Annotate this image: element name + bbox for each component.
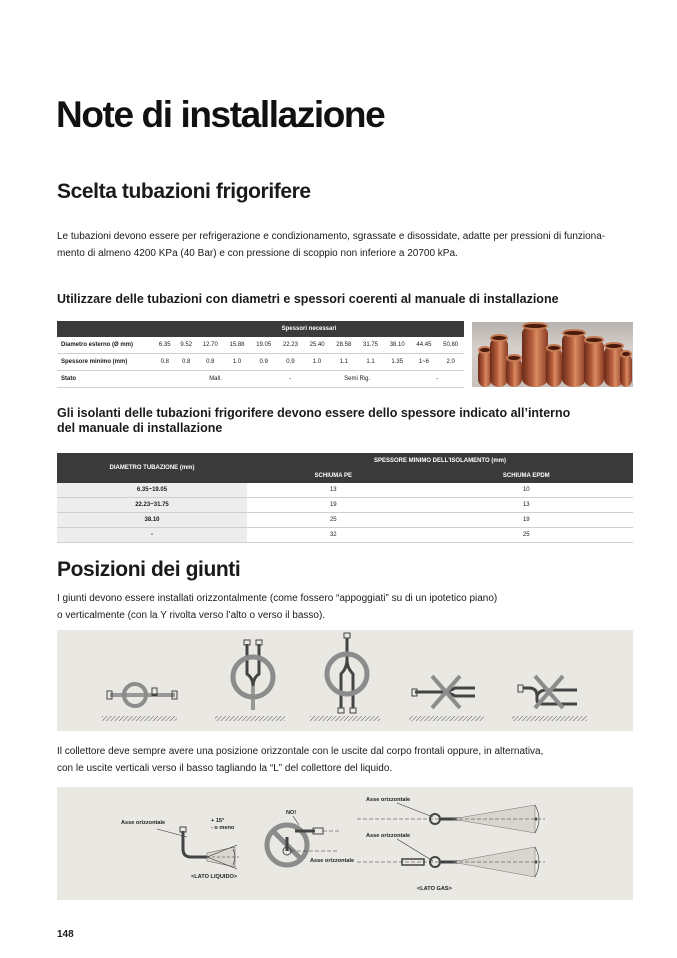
thickness-table-corner	[57, 321, 154, 337]
copper-pipes-photo	[472, 322, 633, 387]
joint-horizontal-ok	[107, 684, 177, 706]
thickness-table-header: Spessori necessari	[154, 321, 464, 337]
diameter-cell: 19.05	[250, 337, 277, 354]
collector-paragraph-line1: Il collettore deve sempre avere una posizione orizzontale con le uscite dal corpo frontali oppure, in alternativa,	[57, 746, 544, 757]
joint-tilted-wrong	[412, 676, 475, 708]
ground-hatch	[409, 716, 484, 721]
table-row	[57, 483, 633, 498]
insulation-epdm-cell: 13	[420, 498, 633, 513]
section-title-joints: Posizioni dei giunti	[57, 558, 241, 581]
pipes-paragraph-line1: Le tubazioni devono essere per refrigerazione e condizionamento, sgrassate e disossidate, adatte per pressioni di funziona-	[57, 231, 606, 242]
diameter-cell: 50.80	[437, 337, 464, 354]
insulation-epdm-cell: 25	[420, 528, 633, 543]
thickness-cell: 0.8	[175, 354, 196, 371]
thickness-cell: 1.0	[304, 354, 331, 371]
state-cell: -	[411, 371, 464, 388]
collector-paragraph	[57, 743, 627, 777]
no-label: NO!	[286, 810, 297, 816]
asse-label-right2: Asse orizzontale	[366, 833, 411, 839]
table-row	[57, 528, 633, 543]
table-row	[57, 498, 633, 513]
pipes-paragraph	[57, 228, 627, 262]
thickness-table	[57, 321, 464, 388]
thickness-cell: 2.0	[437, 354, 464, 371]
joint-vertical-up-ok	[233, 640, 273, 710]
state-cell: Mall.	[154, 371, 277, 388]
gas-side-diagram	[357, 797, 545, 892]
ground-hatch	[310, 716, 380, 721]
insulation-pe-cell: 25	[247, 513, 420, 528]
insulation-col-pe: SCHIUMA PE	[247, 469, 420, 483]
insulation-col-diameter: DIAMETRO TUBAZIONE (mm)	[57, 453, 247, 483]
thickness-cell: 0.9	[250, 354, 277, 371]
insulation-title-line1: Gli isolanti delle tubazioni frigorifere devono essere dello spessore indicato all’interno	[57, 406, 571, 420]
insulation-epdm-cell: 10	[420, 483, 633, 498]
joint-vertical-down-ok	[327, 633, 367, 713]
insulation-pe-cell: 19	[247, 498, 420, 513]
joint-positions-diagram	[57, 630, 633, 731]
insulation-col-epdm: SCHIUMA EPDM	[420, 469, 633, 483]
section-title-insulation	[57, 406, 570, 436]
joint-side-wrong	[518, 676, 577, 708]
insulation-pe-cell: 13	[247, 483, 420, 498]
collector-orientation-diagram	[57, 787, 633, 900]
diameter-cell: 38.10	[384, 337, 411, 354]
diameter-cell: 25.40	[304, 337, 331, 354]
asse-label-left: Asse orizzontale	[121, 820, 166, 826]
thickness-cell: 0.8	[197, 354, 224, 371]
lato-liquido-label: <LATO LIQUIDO>	[191, 874, 238, 880]
angle-minus-label: - o meno	[211, 825, 235, 831]
joint-positions-panel	[57, 630, 633, 731]
insulation-diameter-cell: -	[57, 528, 247, 543]
asse-label-mid: Asse orizzontale	[310, 858, 355, 864]
diameter-cell: 15.88	[224, 337, 251, 354]
thickness-cell: 0.8	[154, 354, 175, 371]
table-row	[57, 337, 464, 354]
joints-paragraph-line1: I giunti devono essere installati orizzontalmente (come fossero “appoggiati” su di un ipotetico piano)	[57, 593, 498, 604]
thickness-cell: 1.1	[330, 354, 357, 371]
insulation-diameter-cell: 22.23~31.75	[57, 498, 247, 513]
wrong-orientation-diagram	[267, 810, 354, 865]
angle-plus-label: + 15°	[211, 818, 225, 824]
thickness-cell: 1~6	[411, 354, 438, 371]
pipes-paragraph-line2: mento di almeno 4200 KPa (40 Bar) e con pressione di scoppio non inferiore a 20700 kPa.	[57, 248, 458, 259]
diameter-cell: 28.58	[330, 337, 357, 354]
ground-hatch	[102, 716, 177, 721]
page-number: 148	[57, 929, 74, 940]
table-row	[57, 513, 633, 528]
asse-label-top-right: Asse orizzontale	[366, 797, 411, 803]
thickness-cell: 1.1	[357, 354, 384, 371]
state-row-label: Stato	[57, 371, 154, 388]
diameter-cell: 12.70	[197, 337, 224, 354]
ground-hatch	[512, 716, 587, 721]
insulation-diameter-cell: 6.35~19.05	[57, 483, 247, 498]
section-title-pipes: Scelta tubazioni frigorifere	[57, 180, 311, 203]
diameter-cell: 9.52	[175, 337, 196, 354]
state-cell: -	[277, 371, 304, 388]
table-row	[57, 354, 464, 371]
insulation-table	[57, 453, 633, 543]
page-title: Note di installazione	[56, 94, 385, 135]
diameter-cell: 44.45	[411, 337, 438, 354]
liquid-side-diagram	[121, 818, 239, 880]
collector-paragraph-line2: con le uscite verticali verso il basso tagliando la “L” del collettore del liquido.	[57, 763, 393, 774]
insulation-title-line2: del manuale di installazione	[57, 421, 223, 435]
thickness-row-label: Spessore minimo (mm)	[57, 354, 154, 371]
insulation-col-group: SPESSORE MINIMO DELL'ISOLAMENTO (mm)	[247, 453, 633, 469]
diameter-row-label: Diametro esterno (Ø mm)	[57, 337, 154, 354]
diameter-cell: 22.23	[277, 337, 304, 354]
ground-hatch	[215, 716, 285, 721]
thickness-cell: 0.9	[277, 354, 304, 371]
thickness-cell: 1.35	[384, 354, 411, 371]
diameter-cell: 6.35	[154, 337, 175, 354]
insulation-pe-cell: 32	[247, 528, 420, 543]
lato-gas-label: <LATO GAS>	[417, 886, 452, 892]
collector-orientation-panel	[57, 787, 633, 900]
state-cell: Semi Rig.	[304, 371, 411, 388]
thickness-cell: 1.0	[224, 354, 251, 371]
section-title-thickness: Utilizzare delle tubazioni con diametri e spessori coerenti al manuale di installazione	[57, 292, 559, 306]
insulation-epdm-cell: 19	[420, 513, 633, 528]
insulation-diameter-cell: 38.10	[57, 513, 247, 528]
joints-paragraph	[57, 590, 627, 624]
table-row	[57, 371, 464, 388]
diameter-cell: 31.75	[357, 337, 384, 354]
joints-paragraph-line2: o verticalmente (con la Y rivolta verso l’alto o verso il basso).	[57, 610, 326, 621]
